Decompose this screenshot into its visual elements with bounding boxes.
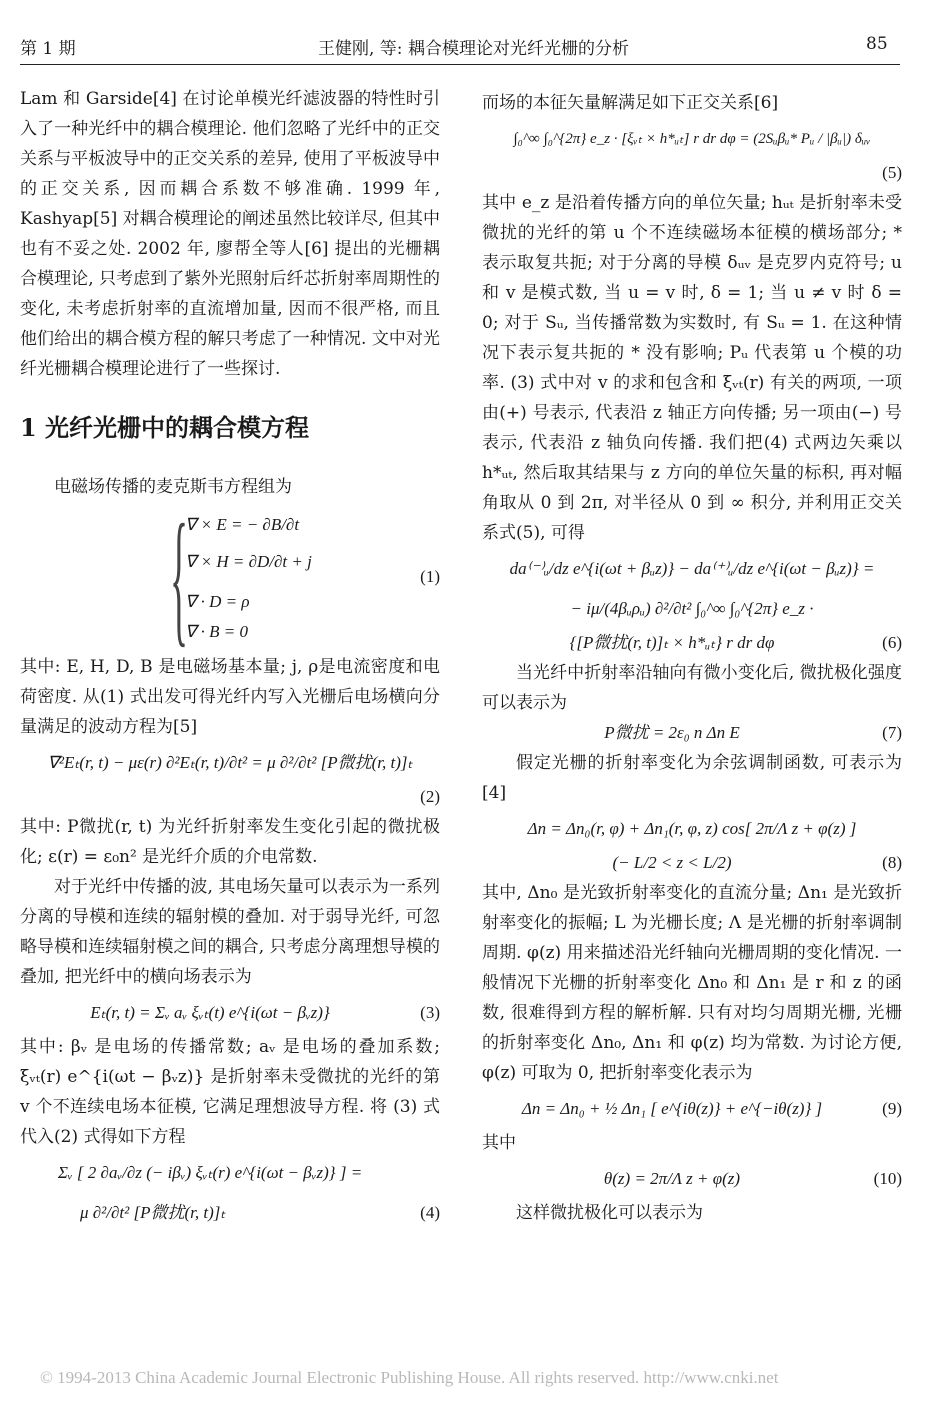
equation-8 bbox=[482, 808, 902, 848]
eq1-row4: ∇ · B = 0 bbox=[185, 622, 248, 641]
eq1-number: (1) bbox=[420, 567, 440, 586]
eq5-number: (5) bbox=[882, 163, 902, 182]
equation-5 bbox=[482, 118, 902, 158]
eq8b-body: (− L/2 < z < L/2) bbox=[612, 853, 732, 872]
eq7-number: (7) bbox=[882, 723, 902, 742]
equation-1 bbox=[20, 494, 440, 660]
right-column bbox=[482, 88, 902, 1228]
eq5-body: ∫₀^∞ ∫₀^{2π} e_z · [ξᵥₜ × h*ᵤₜ] r dr dφ = (2Sᵤβᵤ* Pᵤ / |βᵤ|) δᵤᵥ bbox=[513, 131, 871, 147]
paragraph-3: 其中: E, H, D, B 是电磁场基本量; j, ρ是电流密度和电荷密度. 从(1) 式出发可得光纤内写入光栅后电场横向分量满足的波动方程为[5] bbox=[20, 657, 440, 737]
left-column bbox=[20, 84, 440, 1232]
paragraph-6: 其中: βᵥ 是电场的传播常数; aᵥ 是电场的叠加系数; ξᵥₜ(r) e^{i(ωt − βᵥz)} 是折射率未受微扰的光纤的第 v 个不连续电场本征模, 它满足理想波导方程. 将 (3) 式代入(2) 式得如下方程 bbox=[20, 1037, 440, 1147]
equation-2 bbox=[20, 742, 440, 782]
r-paragraph-2: 其中 e_z 是沿着传播方向的单位矢量; hᵤₜ 是折射率未受微扰的光纤的第 u 个不连续磁场本征模的横场部分; * 表示取复共扼; 对于分离的导模 δᵤᵥ 是克罗内克符号; u 和 v 是模式数, 当 u = v 时, δ = 1; 当 u ≠ v 时 δ = 0; 对于 Sᵤ, 当传播常数为实数时, 有 Sᵤ = 1. 在这种情况下表示复共扼的 * 没有影响; Pᵤ 代表第 u 个模的功率. (3) 式中对 v 的求和包含和 ξᵥₜ(r) 有关的两项, 一项由(+) 号表示, 代表沿 z 轴正方向传播; 另一项由(−) 号表示, 代表沿 z 轴负向传播. 我们把(4) 式两边矢乘以 h*ᵤₜ, 然后取其结果与 z 方向的单位矢量的标积, 再对幅角取从 0 到 2π, 对半径从 0 到 ∞ 积分, 并利用正交关系式(5), 可得 bbox=[482, 193, 902, 543]
intro-paragraph: Lam 和 Garside[4] 在讨论单模光纤滤波器的特性时引入了一种光纤中的耦合模理论. 他们忽略了光纤中的正交关系与平板波导中的正交关系的差异, 使用了平板波导中的正交关系, 因而耦合系数不够准确. 1999 年, Kashyap[5] 对耦合模理论的阐述虽然比较详尽, 但其中也有不妥之处. 2002 年, 廖帮全等人[6] 提出的光栅耦合模理论, 只考虑到了紫外光照射后纤芯折射率周期性的变化, 未考虑折射率的直流增加量, 因而不很严格, 而且他们给出的耦合模方程的解只考虑了一种情况. 文中对光纤光栅耦合模理论进行了一些探讨. bbox=[20, 89, 440, 379]
maxwell-intro: 电磁场传播的麦克斯韦方程组为 bbox=[54, 477, 292, 497]
r-paragraph-6: 其中 bbox=[482, 1133, 516, 1153]
r-paragraph-5: 其中, Δn₀ 是光致折射率变化的直流分量; Δn₁ 是光致折射率变化的振幅; L 为光栅长度; Λ 是光栅的折射率调制周期. φ(z) 用来描述沿光纤轴向光栅周期的变化情况. 一般情况下光栅的折射率变化 Δn₀ 和 Δn₁ 是 r 和 z 的函数, 很难得到方程的解析解. 只有对均匀周期光栅, 光栅的折射率变化 Δn₀, Δn₁ 和 φ(z) 均为常数. 为讨论方便, φ(z) 可取为 0, 把折射率变化表示为 bbox=[482, 883, 902, 1083]
eq3-number: (3) bbox=[420, 1003, 440, 1022]
running-title: 王健刚, 等: 耦合模理论对光纤光栅的分析 bbox=[318, 39, 629, 59]
r-paragraph-4: 假定光栅的折射率变化为余弦调制函数, 可表示为[4] bbox=[482, 753, 902, 803]
section-heading: 1 光纤光栅中的耦合模方程 bbox=[20, 413, 310, 442]
equation-6c bbox=[482, 628, 902, 658]
r-paragraph-7: 这样微扰极化可以表示为 bbox=[516, 1203, 703, 1223]
brace-symbol: { bbox=[170, 494, 188, 660]
header-rule bbox=[20, 64, 900, 65]
r-paragraph-1: 而场的本征矢量解满足如下正交关系[6] bbox=[482, 93, 779, 113]
issue-label: 第 1 期 bbox=[20, 39, 76, 59]
eq6b-body: − iμ/(4βᵤρᵤ) ∂²/∂t² ∫₀^∞ ∫₀^{2π} e_z · bbox=[570, 599, 814, 618]
paragraph-4: 其中: P微扰(r, t) 为光纤折射率发生变化引起的微扰极化; ε(r) = ε₀n² 是光纤介质的介电常数. bbox=[20, 817, 440, 867]
equation-3 bbox=[20, 992, 440, 1032]
page-number: 85 bbox=[866, 34, 888, 54]
r-paragraph-3: 当光纤中折射率沿轴向有微小变化后, 微扰极化强度可以表示为 bbox=[482, 663, 902, 713]
copyright-footer: © 1994-2013 China Academic Journal Electronic Publishing House. All rights reserved. http://www.cnki.net bbox=[40, 1368, 779, 1387]
eq9-body: Δn = Δn₀ + ½ Δn₁ [ e^{iθ(z)} + e^{−iθ(z)} ] bbox=[521, 1099, 823, 1118]
eq6-number: (6) bbox=[882, 633, 902, 652]
eq6a-body: da⁽⁻⁾ᵤ/dz e^{i(ωt + βᵤz)} − da⁽⁺⁾ᵤ/dz e^{i(ωt − βᵤz)} = bbox=[509, 559, 875, 578]
equation-4a bbox=[20, 1152, 440, 1192]
eq10-number: (10) bbox=[873, 1169, 902, 1188]
eq2-number: (2) bbox=[420, 787, 440, 806]
eq7-body: P微扰 = 2ε₀ n Δn E bbox=[604, 723, 740, 742]
equation-7 bbox=[482, 718, 902, 748]
eq4b-body: μ ∂²/∂t² [P微扰(r, t)]ₜ bbox=[80, 1203, 226, 1222]
eq1-row2: ∇ × H = ∂D/∂t + j bbox=[185, 552, 312, 571]
equation-2-number bbox=[20, 782, 440, 812]
equation-5-number bbox=[482, 158, 902, 188]
equation-4b bbox=[20, 1192, 440, 1232]
eq10-body: θ(z) = 2π/Λ z + φ(z) bbox=[603, 1169, 741, 1188]
equation-10 bbox=[482, 1158, 902, 1198]
eq8-number: (8) bbox=[882, 853, 902, 872]
eq6c-body: {[P微扰(r, t)]ₜ × h*ᵤₜ} r dr dφ bbox=[569, 633, 775, 652]
eq4a-body: Σᵥ [ 2 ∂aᵥ/∂z (− iβᵥ) ξᵥₜ(r) e^{i(ωt − βᵥz)} ] = bbox=[57, 1163, 363, 1182]
eq3-body: Eₜ(r, t) = Σᵥ aᵥ ξᵥₜ(t) e^{i(ωt − βᵥz)} bbox=[90, 1003, 330, 1022]
eq9-number: (9) bbox=[882, 1099, 902, 1118]
equation-9 bbox=[482, 1088, 902, 1128]
paragraph-5: 对于光纤中传播的波, 其电场矢量可以表示为一系列分离的导模和连续的辐射模的叠加. 对于弱导光纤, 可忽略导模和连续辐射模之间的耦合, 只考虑分离理想导模的叠加, 把光纤中的横向场表示为 bbox=[20, 877, 440, 987]
eq1-row3: ∇ · D = ρ bbox=[185, 592, 250, 611]
equation-6a bbox=[482, 548, 902, 588]
equation-8b bbox=[482, 848, 902, 878]
eq1-row1: ∇ × E = − ∂B/∂t bbox=[185, 515, 300, 534]
eq4-number: (4) bbox=[420, 1203, 440, 1222]
eq8-body: Δn = Δn₀(r, φ) + Δn₁(r, φ, z) cos[ 2π/Λ z + φ(z) ] bbox=[527, 819, 857, 838]
equation-6b bbox=[482, 588, 902, 628]
eq2-body: ∇²Eₜ(r, t) − με(r) ∂²Eₜ(r, t)/∂t² = μ ∂²/∂t² [P微扰(r, t)]ₜ bbox=[47, 753, 413, 772]
